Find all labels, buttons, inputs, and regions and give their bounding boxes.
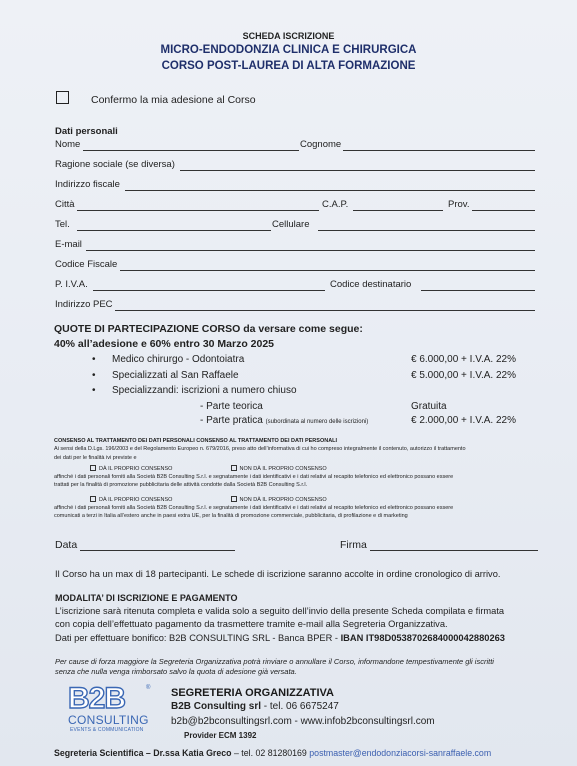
firma-label: Firma xyxy=(340,539,367,551)
sub-practice-label: - Parte pratica xyxy=(200,415,263,426)
footer-label: Segreteria Scientifica – Dr.ssa Katia Greco xyxy=(54,748,232,758)
ecm-provider: Provider ECM 1392 xyxy=(184,731,257,740)
piva-label: P. I.V.A. xyxy=(55,279,88,290)
quote-terms: 40% all’adesione e 60% entro 30 Marzo 2025 xyxy=(54,338,275,350)
participants-note: Il Corso ha un max di 18 partecipanti. Le schede di iscrizione saranno accolte in ordine cronologico di arrivo. xyxy=(55,569,501,579)
consent-1-give-checkbox[interactable] xyxy=(90,465,96,471)
pec-label: Indirizzo PEC xyxy=(55,299,113,310)
ragione-label: Ragione sociale (se diversa) xyxy=(55,159,175,170)
consent-intro-1: Ai sensi della D.Lgs. 196/2003 e del Regolamento Europeo n. 679/2016, preso atto dell’informativa di cui ho compreso integralmente il contenuto, autorizzo il trattamento xyxy=(54,446,466,453)
iban: IBAN IT98D0538702684000042880263 xyxy=(340,633,505,643)
consent-2-text-a: affinché i dati personali forniti alla Società B2B Consulting S.r.l. e segnatamente i dati identificativi e i dati relativi al recapito telefonico ed elettronico possano essere xyxy=(54,505,454,512)
quote-item-price: € 6.000,00 + I.V.A. 22% xyxy=(411,354,516,365)
sub-practice-price: € 2.000,00 + I.V.A. 22% xyxy=(411,415,516,426)
consent-title: CONSENSO AL TRATTAMENTO DEI DATI PERSONALI CONSENSO AL TRATTAMENTO DEI DATI PERSONALI xyxy=(54,438,338,444)
bullet: • xyxy=(92,354,96,365)
consent-1-deny-label: NON DÀ IL PROPRIO CONSENSO xyxy=(239,465,327,472)
indirizzo-field[interactable] xyxy=(125,190,535,191)
consent-intro-2: dei dati per le finalità ivi previste e xyxy=(54,454,137,461)
cap-label: C.A.P. xyxy=(322,199,349,210)
consent-1-text-a: affinché i dati personali forniti alla Società B2B Consulting S.r.l. e segnatamente i dati identificativi e i dati relativi al recapito telefonico ed elettronico possano essere xyxy=(54,474,454,481)
indirizzo-label: Indirizzo fiscale xyxy=(55,179,120,190)
consent-1-give-label: DÀ IL PROPRIO CONSENSO xyxy=(99,465,173,472)
logo-sub: EVENTS & COMMUNICATION xyxy=(70,727,144,733)
dest-field[interactable] xyxy=(421,290,535,291)
footer xyxy=(54,748,491,758)
secretariat-company: B2B Consulting srl xyxy=(171,701,262,712)
bullet: • xyxy=(92,370,96,381)
data-label: Data xyxy=(55,539,78,551)
sub-theory-label: - Parte teorica xyxy=(200,401,263,412)
quote-item-label: Medico chirurgo - Odontoiatra xyxy=(112,354,245,365)
secretariat-heading: SEGRETERIA ORGANIZZATIVA xyxy=(171,687,334,699)
modalita-line-2: con copia dell’effettuato pagamento da trasmettere tramite e-mail alla Segreteria Organizzativa. xyxy=(55,619,448,629)
pec-field[interactable] xyxy=(115,310,535,311)
quote-item-label: Specializzati al San Raffaele xyxy=(112,370,239,381)
consent-2-text-b: comunicati a terzi in Italia all’estero anche in paesi extra UE, per la finalità di promozione commerciale, pubblicitaria, di profilazione e di marketing xyxy=(54,513,408,520)
prov-field[interactable] xyxy=(472,210,535,211)
confirm-label: Confermo la mia adesione al Corso xyxy=(91,94,256,106)
tel-field[interactable] xyxy=(77,230,271,231)
consent-1-text-b: trattati per la finalità di promozione pubblicitaria delle attività condotte dalla Società B2B Consulting S.r.l. xyxy=(54,482,308,489)
footer-tel: – tel. 02 81280169 xyxy=(231,748,310,758)
b2b-logo xyxy=(56,684,156,734)
course-subtitle: CORSO POST-LAUREA DI ALTA FORMAZIONE xyxy=(161,60,416,72)
secretariat-tel: - tel. 06 6675247 xyxy=(261,701,339,712)
cf-label: Codice Fiscale xyxy=(55,259,118,270)
quote-item-label: Specializzandi: iscrizioni a numero chiuso xyxy=(112,385,297,396)
modalita-line-3: Dati per effettuare bonifico: B2B CONSULTING SRL - Banca BPER - xyxy=(55,633,341,643)
tel-label: Tel. xyxy=(55,219,70,230)
piva-field[interactable] xyxy=(93,290,325,291)
ragione-field[interactable] xyxy=(180,170,535,171)
personal-heading: Dati personali xyxy=(55,126,118,137)
quote-item-price: € 5.000,00 + I.V.A. 22% xyxy=(411,370,516,381)
consent-1-deny-checkbox[interactable] xyxy=(231,465,237,471)
email-field[interactable] xyxy=(86,250,535,251)
nome-field[interactable] xyxy=(83,150,299,151)
footer-email[interactable]: postmaster@endodonziacorsi-sanraffaele.com xyxy=(309,748,492,758)
modalita-heading: MODALITA’ DI ISCRIZIONE E PAGAMENTO xyxy=(55,593,238,603)
data-field[interactable] xyxy=(80,550,235,551)
disclaimer-2: senza che nulla venga rimborsato salvo la quota di adesione già versata. xyxy=(55,667,297,676)
cf-field[interactable] xyxy=(120,270,535,271)
consent-2-give-checkbox[interactable] xyxy=(90,496,96,502)
dest-label: Codice destinatario xyxy=(330,279,412,290)
citta-label: Città xyxy=(55,199,75,210)
sub-practice-note: (subordinata al numero delle iscrizioni) xyxy=(265,419,369,425)
course-title: MICRO-ENDODONZIA CLINICA E CHIRURGICA xyxy=(160,44,417,56)
consent-2-deny-checkbox[interactable] xyxy=(231,496,237,502)
consent-2-deny-label: NON DÀ IL PROPRIO CONSENSO xyxy=(239,496,327,503)
confirm-checkbox[interactable] xyxy=(56,91,69,104)
cellulare-label: Cellulare xyxy=(272,219,310,230)
firma-field[interactable] xyxy=(370,550,538,551)
cap-field[interactable] xyxy=(353,210,443,211)
quote-heading: QUOTE DI PARTECIPAZIONE CORSO da versare come segue: xyxy=(54,323,363,335)
logo-name: CONSULTING xyxy=(68,713,149,727)
logo-mark: B2B xyxy=(68,682,126,715)
secretariat-contacts: b2b@b2bconsultingsrl.com - www.infob2bconsultingsrl.com xyxy=(171,716,435,727)
cellulare-field[interactable] xyxy=(318,230,535,231)
form-kicker: SCHEDA ISCRIZIONE xyxy=(242,31,335,41)
bullet: • xyxy=(92,385,96,396)
sub-theory-price: Gratuita xyxy=(411,401,447,412)
nome-label: Nome xyxy=(55,139,81,150)
disclaimer-1: Per cause di forza maggiore la Segreteria Organizzativa potrà rinviare o annullare il Corso, informandone tempestivamente gli iscritti xyxy=(55,657,494,666)
citta-field[interactable] xyxy=(77,210,319,211)
email-label: E-mail xyxy=(55,239,82,250)
consent-2-give-label: DÀ IL PROPRIO CONSENSO xyxy=(99,496,173,503)
prov-label: Prov. xyxy=(448,199,470,210)
cognome-label: Cognome xyxy=(300,139,342,150)
logo-reg: ® xyxy=(146,685,151,691)
cognome-field[interactable] xyxy=(343,150,535,151)
modalita-line-1: L’iscrizione sarà ritenuta completa e valida solo a seguito dell’invio della presente Scheda compilata e firmata xyxy=(55,606,505,616)
